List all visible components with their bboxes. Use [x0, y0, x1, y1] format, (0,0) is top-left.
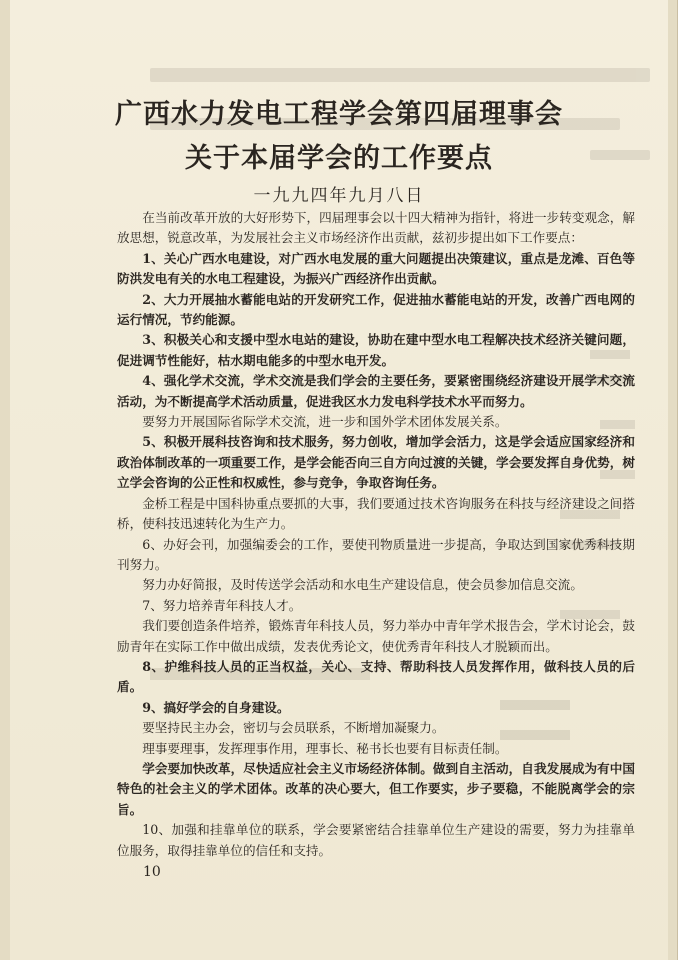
item-6-sub-paragraph: 努力办好简报，及时传送学会活动和水电生产建设信息，使会员参加信息交流。	[142, 577, 583, 593]
document-title-line1: 广西水力发电工程学会第四届理事会	[115, 99, 563, 130]
document-date: 一九九四年九月八日	[253, 186, 425, 206]
document-title-line2: 关于本届学会的工作要点	[185, 143, 493, 174]
page-number: 10	[143, 864, 161, 880]
item-9-sub-paragraph-3: 学会要加快改革，尽快适应社会主义市场经济体制。做到自主活动，自我发展成为有中国特色的社会主义的学术团体。改革的决心要大，但工作要实，步子要稳，不能脱离学会的宗旨。	[117, 760, 635, 817]
item-1-paragraph: 1、关心广西水电建设，对广西水电发展的重大问题提出决策建议，重点是龙滩、百色等防洪发电有关的水电工程建设，为振兴广西经济作出贡献。	[117, 250, 635, 287]
item-10-paragraph: 10、加强和挂靠单位的联系，学会要紧密结合挂靠单位生产建设的需要，努力为挂靠单位服务，取得挂靠单位的信任和支持。	[117, 822, 635, 858]
item-5-sub-paragraph: 金桥工程是中国科协重点要抓的大事，我们要通过技术咨询服务在科技与经济建设之间搭桥，使科技迅速转化为生产力。	[117, 495, 635, 532]
item-4-paragraph: 4、强化学术交流，学术交流是我们学会的主要任务，要紧密围绕经济建设开展学术交流活动，为不断提高学术活动质量，促进我区水力发电科学技术水平而努力。	[117, 373, 635, 409]
item-2-paragraph: 2、大力开展抽水蓄能电站的开发研究工作，促进抽水蓄能电站的开发，改善广西电网的运行情况，节约能源。	[117, 291, 635, 328]
item-8-paragraph: 8、护维科技人员的正当权益，关心、支持、帮助科技人员发挥作用，做科技人员的后盾。	[117, 658, 635, 695]
item-9-sub-paragraph-2: 理事要理事，发挥理事作用，理事长、秘书长也要有目标责任制。	[142, 740, 508, 756]
item-9-sub-paragraph-1: 要坚持民主办会，密切与会员联系，不断增加凝聚力。	[142, 720, 445, 736]
item-3-paragraph: 3、积极关心和支援中型水电站的建设，协助在建中型水电工程解决技术经济关键问题，促进调节性能好，枯水期电能多的中型水电开发。	[117, 332, 635, 368]
item-7-paragraph: 7、努力培养青年科技人才。	[142, 597, 302, 613]
intro-paragraph: 在当前改革开放的大好形势下，四届理事会以十四大精神为指针，将进一步转变观念，解放思想，锐意改革，为发展社会主义市场经济作出贡献，兹初步提出如下工作要点：	[117, 210, 635, 246]
item-5-paragraph: 5、积极开展科技咨询和技术服务，努力创收，增加学会活力，这是学会适应国家经济和政治体制改革的一项重要工作，是学会能否向三自方向过渡的关键，学会要发挥自身优势，树立学会咨询的公正性和权威性，参与竞争，争取咨询任务。	[117, 434, 635, 491]
item-4-sub-paragraph: 要努力开展国际省际学术交流，进一步和国外学术团体发展关系。	[142, 414, 508, 430]
document-body	[117, 208, 635, 861]
item-9-paragraph: 9、搞好学会的自身建设。	[142, 699, 290, 715]
item-7-sub-paragraph: 我们要创造条件培养，锻炼青年科技人员，努力举办中青年学术报告会，学术讨论会，鼓励青年在实际工作中做出成绩，发表优秀论文，使优秀青年科技人才脱颖而出。	[117, 618, 635, 654]
item-6-paragraph: 6、办好会刊，加强编委会的工作，要使刊物质量进一步提高，争取达到国家优秀科技期刊努力。	[117, 536, 635, 572]
